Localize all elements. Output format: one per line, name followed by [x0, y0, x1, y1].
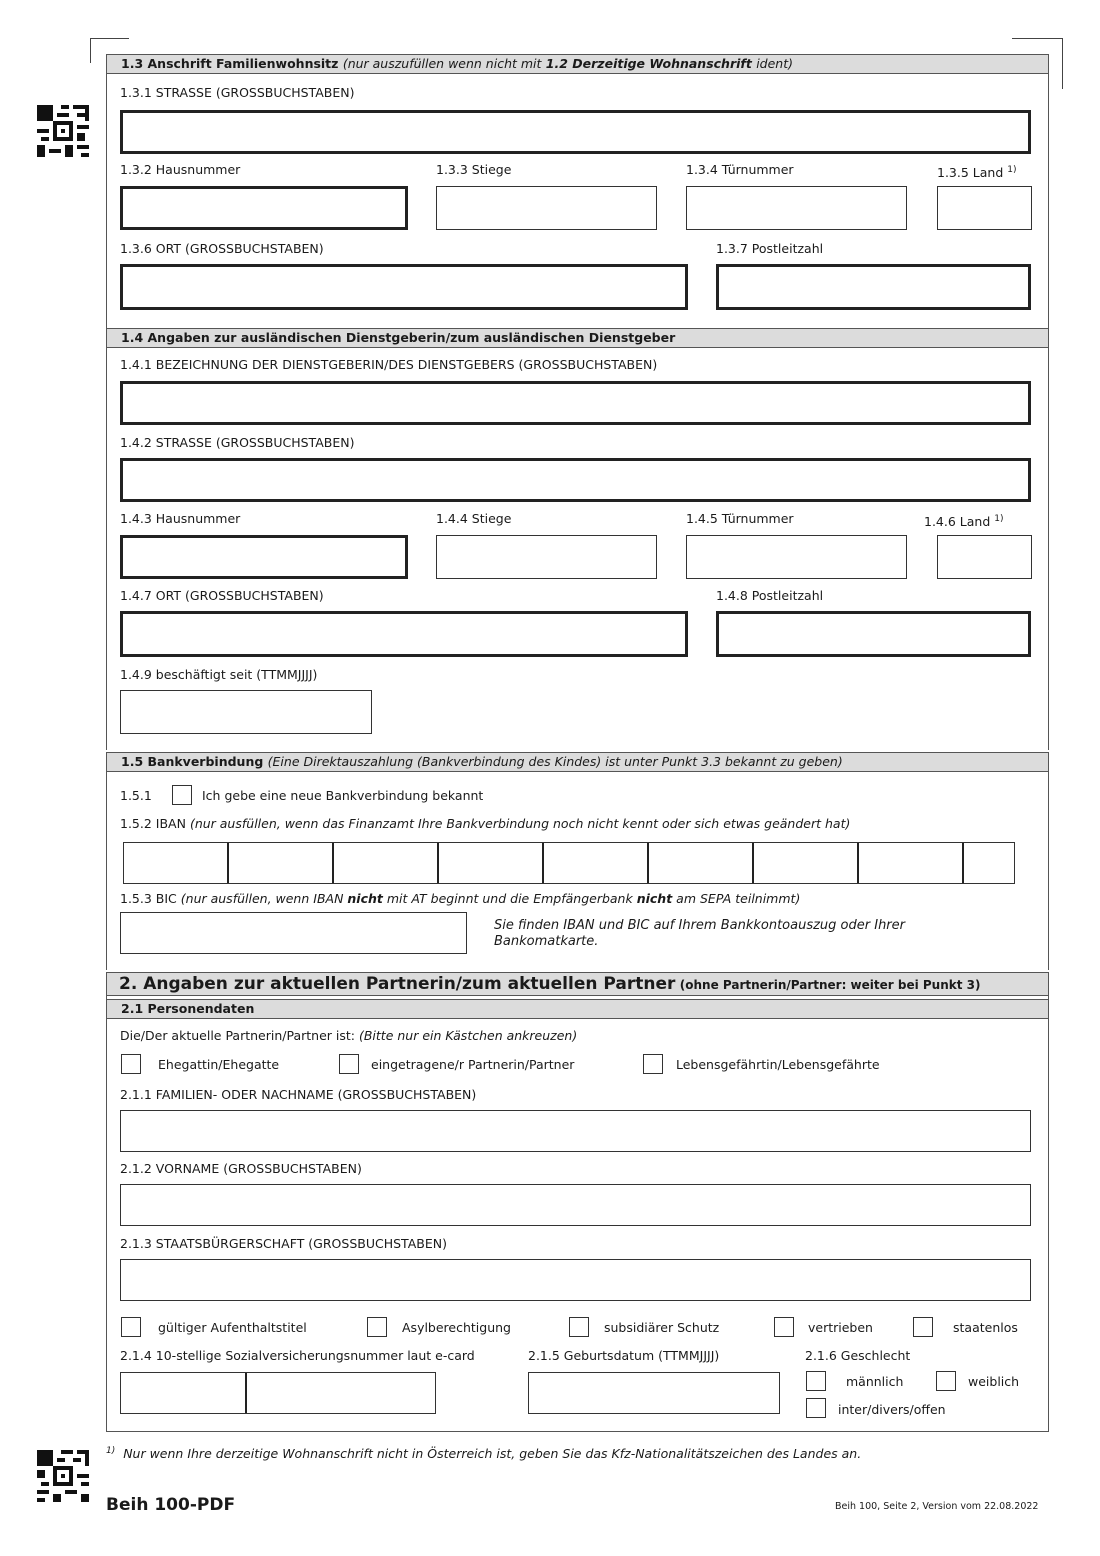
label-1-5-2: 1.5.2 IBAN (nur ausfüllen, wenn das Finanzamt Ihre Bankverbindung noch nicht kennt oder sich etwas geändert hat): [120, 816, 851, 831]
label-1-3-4: 1.3.4 Türnummer: [686, 162, 794, 177]
label-1-5-1: Ich gebe eine neue Bankverbindung bekannt: [202, 788, 484, 803]
input-1-3-5-land[interactable]: [937, 186, 1032, 230]
iban-segment[interactable]: [334, 843, 439, 883]
form-code: Beih 100-PDF: [106, 1495, 236, 1515]
iban-segment[interactable]: [544, 843, 649, 883]
checkbox-eingetragene-partnerin[interactable]: [339, 1054, 359, 1074]
input-1-3-1-strasse[interactable]: [120, 110, 1031, 154]
label-maennlich: männlich: [846, 1374, 904, 1389]
label-2-1-2: 2.1.2 VORNAME (GROSSBUCHSTABEN): [120, 1161, 362, 1176]
input-2-1-1-nachname[interactable]: [120, 1110, 1031, 1152]
input-1-4-9-beschaeftigt-seit[interactable]: [120, 690, 372, 734]
label-lebensgefaehrtin: Lebensgefährtin/Lebensgefährte: [676, 1057, 880, 1072]
section-1-4-header: 1.4 Angaben zur ausländischen Dienstgeberin/zum ausländischen Dienstgeber: [106, 328, 1049, 348]
iban-input-group: [123, 842, 1015, 884]
input-1-4-7-ort[interactable]: [120, 611, 688, 657]
iban-segment[interactable]: [964, 843, 1014, 883]
label-1-4-1: 1.4.1 BEZEICHNUNG DER DIENSTGEBERIN/DES DIENSTGEBERS (GROSSBUCHSTABEN): [120, 357, 658, 372]
label-asylberechtigung: Asylberechtigung: [402, 1320, 511, 1335]
label-1-5-1-num: 1.5.1: [120, 788, 152, 803]
input-1-4-8-postleitzahl[interactable]: [716, 611, 1031, 657]
label-1-4-7: 1.4.7 ORT (GROSSBUCHSTABEN): [120, 588, 324, 603]
checkbox-vertrieben[interactable]: [774, 1317, 794, 1337]
label-inter-divers-offen: inter/divers/offen: [838, 1402, 946, 1417]
iban-segment[interactable]: [439, 843, 544, 883]
checkbox-lebensgefaehrtin[interactable]: [643, 1054, 663, 1074]
checkbox-staatenlos[interactable]: [913, 1317, 933, 1337]
checkbox-subsidiaerer-schutz[interactable]: [569, 1317, 589, 1337]
label-1-3-3: 1.3.3 Stiege: [436, 162, 512, 177]
bank-hint-line-1: Sie finden IBAN und BIC auf Ihrem Bankkontoauszug oder Ihrer: [494, 918, 905, 933]
input-1-3-6-ort[interactable]: [120, 264, 688, 310]
input-2-1-3-staatsbuergerschaft[interactable]: [120, 1259, 1031, 1301]
label-1-3-1: 1.3.1 STRASSE (GROSSBUCHSTABEN): [120, 85, 355, 100]
iban-segment[interactable]: [649, 843, 754, 883]
input-1-4-6-land[interactable]: [937, 535, 1032, 579]
label-2-1-3: 2.1.3 STAATSBÜRGERSCHAFT (GROSSBUCHSTABEN): [120, 1236, 447, 1251]
label-weiblich: weiblich: [968, 1374, 1020, 1389]
checkbox-ehegattin[interactable]: [121, 1054, 141, 1074]
label-2-1-4: 2.1.4 10-stellige Sozialversicherungsnummer laut e-card: [120, 1348, 475, 1363]
input-2-1-5-geburtsdatum[interactable]: [528, 1372, 780, 1414]
checkbox-maennlich[interactable]: [806, 1371, 826, 1391]
checkbox-inter-divers-offen[interactable]: [806, 1398, 826, 1418]
section-2-1-header: 2.1 Personendaten: [106, 999, 1049, 1019]
label-staatenlos: staatenlos: [953, 1320, 1018, 1335]
label-2-1-5: 2.1.5 Geburtsdatum (TTMMJJJJ): [528, 1348, 720, 1363]
input-1-4-2-strasse[interactable]: [120, 458, 1031, 502]
label-1-3-2: 1.3.2 Hausnummer: [120, 162, 241, 177]
checkbox-weiblich[interactable]: [936, 1371, 956, 1391]
svnr-segment-2[interactable]: [247, 1373, 435, 1413]
label-1-4-5: 1.4.5 Türnummer: [686, 511, 794, 526]
version-info: Beih 100, Seite 2, Version vom 22.08.2022: [835, 1501, 1039, 1512]
iban-segment[interactable]: [229, 843, 334, 883]
label-subsidiaerer-schutz: subsidiärer Schutz: [604, 1320, 720, 1335]
label-ehegattin: Ehegattin/Ehegatte: [158, 1057, 280, 1072]
iban-segment[interactable]: [859, 843, 964, 883]
qr-code-bottom: [37, 1450, 89, 1502]
input-2-1-2-vorname[interactable]: [120, 1184, 1031, 1226]
input-1-3-2-hausnummer[interactable]: [120, 186, 408, 230]
input-1-3-4-tuernummer[interactable]: [686, 186, 907, 230]
label-1-4-3: 1.4.3 Hausnummer: [120, 511, 241, 526]
iban-segment[interactable]: [754, 843, 859, 883]
label-1-4-6: 1.4.6 Land $^{1)}$: [924, 514, 1004, 530]
footnote: $^{1)}$ Nur wenn Ihre derzeitige Wohnanschrift nicht in Österreich ist, geben Sie das Kfz-Nationalitätszeichen des Landes an.: [106, 1446, 862, 1462]
input-1-4-5-tuernummer[interactable]: [686, 535, 907, 579]
partner-type-intro: Die/Der aktuelle Partnerin/Partner ist: (Bitte nur ein Kästchen ankreuzen): [120, 1028, 578, 1043]
label-1-4-4: 1.4.4 Stiege: [436, 511, 512, 526]
label-2-1-6: 2.1.6 Geschlecht: [805, 1348, 911, 1363]
label-1-4-9: 1.4.9 beschäftigt seit (TTMMJJJJ): [120, 667, 318, 682]
iban-segment[interactable]: [124, 843, 229, 883]
input-1-4-4-stiege[interactable]: [436, 535, 657, 579]
checkbox-1-5-1-neue-bankverbindung[interactable]: [172, 785, 192, 805]
section-2-header: 2. Angaben zur aktuellen Partnerin/zum aktuellen Partner (ohne Partnerin/Partner: weiter bei Punkt 3): [106, 972, 1049, 996]
label-aufenthaltstitel: gültiger Aufenthaltstitel: [158, 1320, 307, 1335]
label-1-3-5: 1.3.5 Land $^{1)}$: [937, 165, 1017, 181]
input-1-3-3-stiege[interactable]: [436, 186, 657, 230]
input-1-5-3-bic[interactable]: [120, 912, 467, 954]
label-1-3-7: 1.3.7 Postleitzahl: [716, 241, 824, 256]
label-1-5-3: 1.5.3 BIC (nur ausfüllen, wenn IBAN nicht mit AT beginnt und die Empfängerbank nicht am SEPA teilnimmt): [120, 891, 801, 906]
input-1-4-1-dienstgeber[interactable]: [120, 381, 1031, 425]
label-1-4-2: 1.4.2 STRASSE (GROSSBUCHSTABEN): [120, 435, 355, 450]
label-2-1-1: 2.1.1 FAMILIEN- ODER NACHNAME (GROSSBUCHSTABEN): [120, 1087, 477, 1102]
qr-code-top: [37, 105, 89, 157]
input-1-4-3-hausnummer[interactable]: [120, 535, 408, 579]
section-1-5-header: 1.5 Bankverbindung (Eine Direktauszahlung (Bankverbindung des Kindes) ist unter Punkt 3.3 bekannt zu geben): [106, 752, 1049, 772]
input-1-3-7-postleitzahl[interactable]: [716, 264, 1031, 310]
label-1-4-8: 1.4.8 Postleitzahl: [716, 588, 824, 603]
label-eingetragene-partnerin: eingetragene/r Partnerin/Partner: [371, 1057, 575, 1072]
bank-hint-line-2: Bankomatkarte.: [494, 934, 599, 949]
checkbox-asylberechtigung[interactable]: [367, 1317, 387, 1337]
input-2-1-4-svnr: [120, 1372, 436, 1414]
checkbox-aufenthaltstitel[interactable]: [121, 1317, 141, 1337]
section-1-3-header: 1.3 Anschrift Familienwohnsitz (nur auszufüllen wenn nicht mit 1.2 Derzeitige Wohnanschrift ident): [106, 54, 1049, 74]
svnr-segment-1[interactable]: [121, 1373, 247, 1413]
label-vertrieben: vertrieben: [808, 1320, 873, 1335]
label-1-3-6: 1.3.6 ORT (GROSSBUCHSTABEN): [120, 241, 324, 256]
